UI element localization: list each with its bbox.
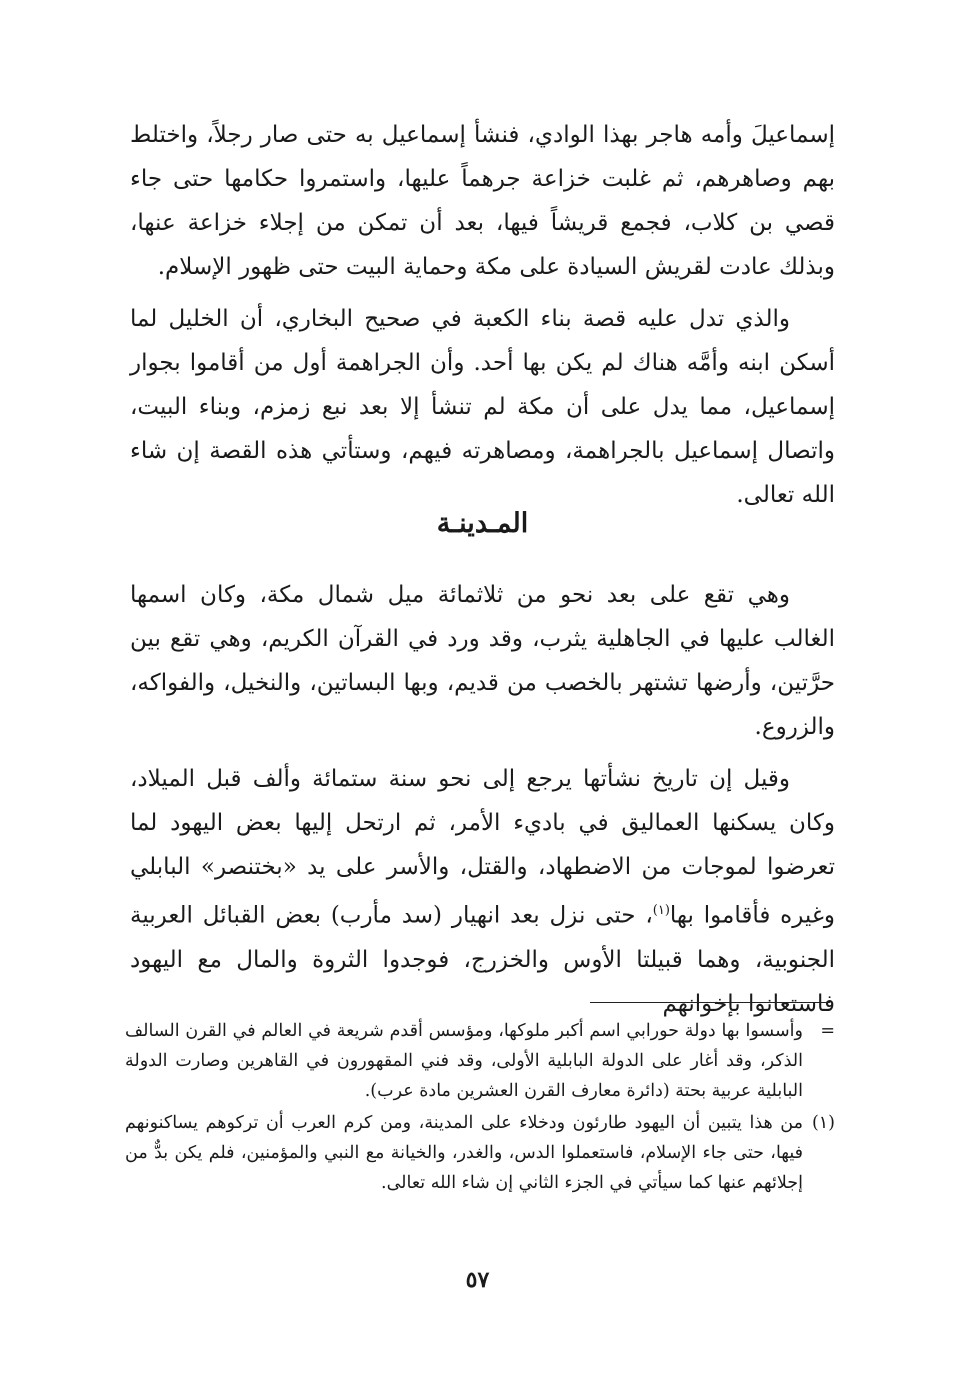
footnote-text: من هذا يتبين أن اليهود طارئون ودخلاء على المدينة، ومن كرم العرب أن تركوهم يساكنونهم فيها، حتى جاء الإسلام، فاستعملوا الدس، والغدر، والخيانة مع النبي والمؤمنين، فلم يكن بدٌّ من إجلائهم عنها كما سيأتي في الجزء الثاني إن شاء الله تعالى. — [125, 1113, 803, 1193]
footnote-mark: (١) — [811, 1113, 835, 1133]
footnote-reference[interactable]: (١) — [652, 903, 670, 918]
paragraph-text-part: وقيل إن تاريخ نشأتها يرجع إلى نحو سنة ستمائة وألف قبل الميلاد، وكان يسكنها العماليق في باديء الأمر، ثم ارتحل إليها بعض اليهود لما تعرضوا لموجات من الاضطهاد، والقتل، والأسر على يد «بختنصر» البابلي وغيره فأقاموا بها — [130, 766, 835, 929]
paragraph-text: وهي تقع على بعد نحو من ثلاثمائة ميل شمال مكة، وكان اسمها الغالب عليها في الجاهلية يثرب، وقد ورد في القرآن الكريم، وهي تقع بين حرَّتين، وأرضها تشتهر بالخصب من قديم، وبها البساتين، والنخيل، والفواكه، والزروع. — [130, 582, 835, 740]
footnote-mark: = — [820, 1021, 835, 1041]
footnote-separator — [590, 1002, 830, 1003]
section-heading: المـدينـة — [436, 508, 529, 539]
paragraph-text: إسماعيلَ وأمه هاجر بهذا الوادي، فنشأ إسماعيل به حتى صار رجلاً، واختلط بهم وصاهرهم، ثم غلبت خزاعة جرهماً عليها، واستمروا حكامها حتى جاء قصي بن كلاب، فجمع قريشاً فيها، بعد أن تمكن من إجلاء خزاعة عنها، وبذلك عادت لقريش السيادة على مكة وحماية البيت حتى ظهور الإسلام. — [130, 122, 835, 280]
footnote-text: وأسسوا بها دولة حورابي اسم أكبر ملوكها، ومؤسس أقدم شريعة في العالم في القرن السالف الذكر، وقد أغار على الدولة البابلية الأولى، وقد فني المقهورون في القاهرين وصارت الدولة البابلية عربية بحتة (دائرة معارف القرن العشرين مادة عرب). — [125, 1021, 803, 1101]
footnote-1 — [125, 1108, 835, 1198]
paragraph-text-part: ، حتى نزل بعد انهيار (سد مأرب) بعض القبائل العربية الجنوبية، وهما قبيلتا الأوس والخزرج، فوجدوا الثروة والمال مع اليهود فاستعانوا بإخوانهم — [130, 902, 835, 1017]
footnote-continued — [125, 1016, 835, 1106]
paragraph-medina-location — [130, 573, 835, 749]
paragraph-text — [130, 757, 835, 1026]
footnotes-section — [125, 1016, 835, 1198]
paragraph-medina-origins — [130, 757, 835, 1026]
paragraph-mecca-history — [130, 113, 835, 289]
paragraph-kaaba-story — [130, 297, 835, 517]
paragraph-text: والذي تدل عليه قصة بناء الكعبة في صحيح البخاري، أن الخليل لما أسكن ابنه وأمَّه هناك لم يكن بها أحد. وأن الجراهمة أول من أقاموا بجوار إسماعيل، مما يدل على أن مكة لم تنشأ إلا بعد نبع زمزم، وبناء البيت، واتصال إسماعيل بالجراهمة، ومصاهرته فيهم، وستأتي هذه القصة إن شاء الله تعالى. — [130, 306, 835, 508]
page-number: ٥٧ — [465, 1267, 490, 1293]
